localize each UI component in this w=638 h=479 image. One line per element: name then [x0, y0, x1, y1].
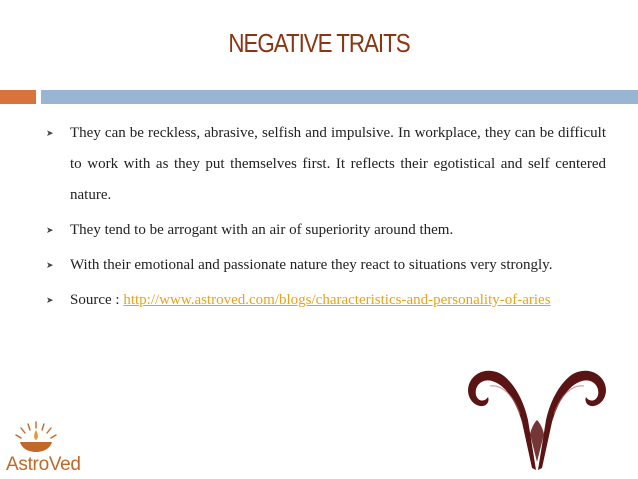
accent-band-orange: [0, 90, 36, 104]
source-link[interactable]: http://www.astroved.com/blogs/characteristics-and-personality-of-aries: [123, 292, 551, 308]
arrow-bullet-icon: ➤: [46, 295, 54, 305]
bullet-item: [46, 250, 606, 281]
lamp-icon: [6, 418, 66, 458]
source-prefix: Source :: [70, 292, 124, 308]
slide-title: NEGATIVE TRAITS: [228, 28, 410, 58]
bullet-item: [46, 215, 606, 246]
accent-band-blue: [41, 90, 638, 104]
bullet-item: [46, 118, 606, 211]
bullet-list: [46, 118, 606, 320]
arrow-bullet-icon: ➤: [46, 260, 54, 270]
bullet-text: They tend to be arrogant with an air of superiority around them.: [70, 222, 454, 238]
bullet-text: With their emotional and passionate nature they react to situations very strongly.: [70, 257, 553, 273]
astroved-logo: [6, 418, 96, 476]
arrow-bullet-icon: ➤: [46, 225, 54, 235]
logo-text: AstroVed: [6, 454, 81, 475]
arrow-bullet-icon: ➤: [46, 128, 54, 138]
bullet-text: They can be reckless, abrasive, selfish and impulsive. In workplace, they can be difficult to work with as they put themselves first. It reflects their egotistical and self centered nature.: [70, 125, 606, 203]
bullet-item-source: [46, 285, 606, 316]
aries-symbol-icon: [462, 350, 612, 475]
